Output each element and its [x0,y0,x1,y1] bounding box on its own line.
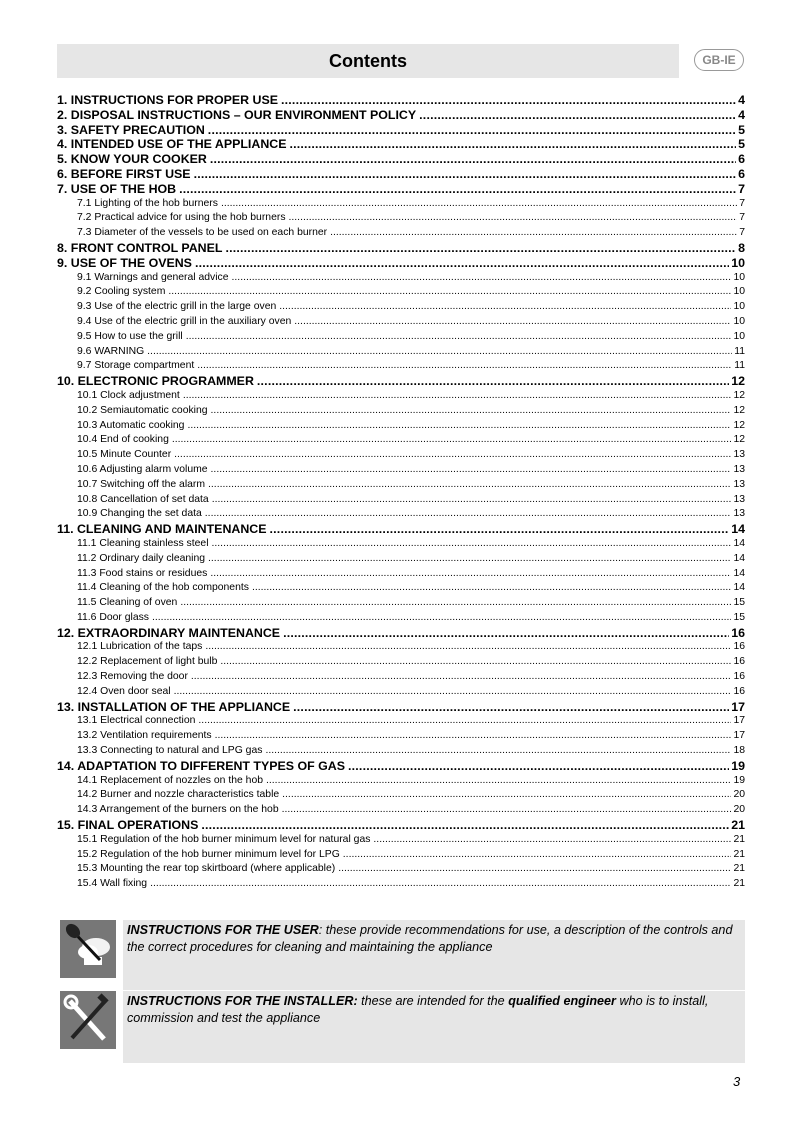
toc-entry-title: 4. INTENDED USE OF THE APPLIANCE [57,137,287,152]
toc-subsection-entry [57,714,745,729]
toc-section-entry [57,152,745,167]
toc-dot-leader [150,877,731,892]
toc-entry-title: 13.3 Connecting to natural and LPG gas [77,745,263,757]
toc-entry-title: 5. KNOW YOUR COOKER [57,152,207,167]
toc-entry-title: 11. CLEANING AND MAINTENANCE [57,522,267,537]
toc-dot-leader [338,862,731,877]
toc-entry-page: 4 [738,93,745,107]
toc-entry-page: 14 [733,567,745,579]
toc-entry-title: 10.9 Changing the set data [77,508,202,520]
toc-dot-leader [211,463,732,478]
toc-section-entry [57,759,745,774]
toc-entry-title: 14. ADAPTATION TO DIFFERENT TYPES OF GAS [57,758,345,773]
toc-entry-page: 4 [738,107,745,122]
toc-entry-page: 15 [733,611,745,623]
toc-entry-title: 11.1 Cleaning stainless steel [77,537,209,549]
toc-dot-leader [266,774,731,789]
toc-entry-page: 11 [734,345,745,357]
toc-entry-title: 10.4 End of cooking [77,434,169,446]
toc-dot-leader [225,241,736,256]
toc-subsection-entry [57,478,745,493]
toc-entry-title: 12.1 Lubrication of the taps [77,641,203,653]
toc-entry-page: 10 [733,271,745,283]
toc-subsection-entry [57,670,745,685]
toc-entry-page: 13 [733,478,745,490]
toc-entry-title: 12. EXTRAORDINARY MAINTENANCE [57,625,281,640]
toc-entry-title: 7.2 Practical advice for using the hob burners [77,212,286,224]
toc-entry-title: 9.6 WARNING [77,345,145,357]
user-instructions-text [123,920,745,990]
toc-subsection-entry [57,389,745,404]
toc-entry-title: 15.3 Mounting the rear top skirtboard (where applicable) [77,863,336,875]
toc-entry-title: 12.4 Oven door seal [77,685,171,697]
toc-dot-leader [187,419,731,434]
toc-entry-title: 14.3 Arrangement of the burners on the hob [77,804,279,816]
toc-entry-title: 9.2 Cooling system [77,286,166,298]
toc-entry-title: 13. INSTALLATION OF THE APPLIANCE [57,699,291,714]
toc-section-entry [57,108,745,123]
toc-dot-leader [186,330,732,345]
toc-entry-page: 19 [733,774,745,786]
toc-entry-page: 21 [731,818,745,833]
toc-entry-title: 15.2 Regulation of the hob burner minimum level for LPG [77,848,340,860]
toc-dot-leader [205,507,732,522]
toc-entry-page: 16 [733,685,745,697]
toc-subsection-entry [57,197,745,212]
toc-entry-title: 11.5 Cleaning of oven [77,597,178,609]
toc-subsection-entry [57,729,745,744]
toc-entry-page: 12 [731,374,745,389]
toc-section-entry [57,374,745,389]
toc-dot-leader [208,478,731,493]
toc-dot-leader [281,93,736,108]
toc-dot-leader [147,345,732,360]
toc-entry-page: 15 [733,597,745,609]
toc-entry-title: 12.2 Replacement of light bulb [77,656,218,668]
toc-subsection-entry [57,493,745,508]
toc-subsection-entry [57,685,745,700]
toc-section-entry [57,137,745,152]
toc-entry-page: 13 [733,463,745,475]
toc-dot-leader [172,433,732,448]
toc-entry-page: 10 [731,255,745,270]
toc-entry-title: 10.1 Clock adjustment [77,389,180,401]
toc-dot-leader [210,152,736,167]
toc-entry-page: 12 [733,419,745,431]
toc-entry-page: 21 [733,848,745,860]
toc-entry-title: 9.3 Use of the electric grill in the large oven [77,301,277,313]
table-of-contents [57,93,745,892]
toc-subsection-entry [57,285,745,300]
toc-entry-title: 15.1 Regulation of the hob burner minimum level for natural gas [77,833,371,845]
toc-entry-title: 2. DISPOSAL INSTRUCTIONS – OUR ENVIRONMENT POLICY [57,107,417,122]
toc-entry-title: 10.8 Cancellation of set data [77,493,209,505]
toc-entry-page: 10 [733,301,745,313]
toc-entry-title: 11.2 Ordinary daily cleaning [77,552,206,564]
toc-section-entry [57,626,745,641]
toc-entry-title: 15. FINAL OPERATIONS [57,818,199,833]
toc-subsection-entry [57,803,745,818]
toc-subsection-entry [57,862,745,877]
toc-entry-page: 7 [739,197,745,209]
toc-entry-page: 12 [733,434,745,446]
toc-entry-page: 19 [731,758,745,773]
toc-entry-page: 6 [738,152,745,167]
toc-entry-title: 10.7 Switching off the alarm [77,478,206,490]
toc-entry-title: 9.5 How to use the grill [77,330,183,342]
toc-entry-title: 12.3 Removing the door [77,671,188,683]
toc-entry-title: 14.2 Burner and nozzle characteristics table [77,789,280,801]
installer-instructions-emphasis: qualified engineer [508,994,616,1008]
toc-entry-page: 16 [733,641,745,653]
toc-dot-leader [201,818,729,833]
toc-subsection-entry [57,345,745,360]
toc-subsection-entry [57,567,745,582]
toc-dot-leader [195,256,729,271]
toc-entry-page: 16 [733,656,745,668]
toc-section-entry [57,123,745,138]
toc-dot-leader [373,833,731,848]
toc-entry-title: 7.3 Diameter of the vessels to be used on each burner [77,227,328,239]
language-badge: GB-IE [694,49,744,71]
toc-entry-page: 13 [733,493,745,505]
toc-subsection-entry [57,581,745,596]
toc-entry-title: 13.1 Electrical connection [77,715,196,727]
toc-subsection-entry [57,330,745,345]
toc-subsection-entry [57,833,745,848]
toc-subsection-entry [57,788,745,803]
installer-instructions-lead: INSTRUCTIONS FOR THE INSTALLER: [127,994,358,1008]
toc-dot-leader [343,848,732,863]
toc-dot-leader [419,108,736,123]
toc-dot-leader [174,448,731,463]
toc-entry-page: 8 [738,240,745,255]
toc-entry-title: 6. BEFORE FIRST USE [57,166,191,181]
toc-entry-page: 10 [733,286,745,298]
toc-subsection-entry [57,537,745,552]
installer-instructions-body-2: who is to install, commission and test the appliance [127,994,709,1025]
installer-instructions-body-1: these are intended for the [357,994,509,1008]
toc-subsection-entry [57,211,745,226]
toc-section-entry [57,241,745,256]
toc-entry-page: 17 [731,699,745,714]
toc-subsection-entry [57,463,745,478]
toc-subsection-entry [57,848,745,863]
toc-dot-leader [194,167,737,182]
toc-entry-title: 14.1 Replacement of nozzles on the hob [77,774,264,786]
toc-subsection-entry [57,596,745,611]
toc-subsection-entry [57,744,745,759]
toc-dot-leader [174,685,732,700]
toc-dot-leader [220,655,731,670]
toc-entry-page: 17 [733,730,745,742]
toc-subsection-entry [57,611,745,626]
toc-subsection-entry [57,315,745,330]
toc-dot-leader [257,374,729,389]
toc-subsection-entry [57,433,745,448]
toc-dot-leader [221,197,737,212]
toc-dot-leader [183,389,732,404]
toc-subsection-entry [57,404,745,419]
toc-subsection-entry [57,226,745,241]
toc-dot-leader [282,788,731,803]
toc-entry-page: 17 [733,715,745,727]
toc-entry-page: 16 [733,671,745,683]
toc-section-entry [57,700,745,715]
toc-dot-leader [283,626,729,641]
toc-subsection-entry [57,655,745,670]
toc-section-entry [57,818,745,833]
toc-dot-leader [252,581,731,596]
toc-entry-page: 13 [733,508,745,520]
toc-dot-leader [212,537,732,552]
toc-entry-page: 5 [738,122,745,137]
toc-entry-page: 7 [738,181,745,196]
toc-entry-title: 10.2 Semiautomatic cooking [77,404,208,416]
toc-section-entry [57,256,745,271]
toc-subsection-entry [57,419,745,434]
toc-dot-leader [198,714,731,729]
toc-entry-page: 20 [733,789,745,801]
toc-dot-leader [180,596,731,611]
page-number: 3 [733,1074,741,1089]
toc-entry-title: 11.3 Food stains or residues [77,567,208,579]
toc-subsection-entry [57,507,745,522]
toc-entry-page: 21 [733,878,745,890]
toc-dot-leader [179,182,736,197]
toc-dot-leader [197,359,732,374]
toc-entry-page: 16 [731,625,745,640]
toc-dot-leader [168,285,731,300]
toc-section-entry [57,167,745,182]
toc-dot-leader [279,300,731,315]
toc-entry-title: 8. FRONT CONTROL PANEL [57,240,223,255]
spoon-chef-hat-icon [60,920,116,978]
toc-entry-title: 3. SAFETY PRECAUTION [57,122,205,137]
toc-entry-page: 14 [733,582,745,594]
toc-dot-leader [294,315,731,330]
toc-entry-title: 11.6 Door glass [77,611,150,623]
toc-dot-leader [232,271,732,286]
toc-entry-page: 21 [733,863,745,875]
toc-entry-page: 14 [733,552,745,564]
toc-entry-page: 14 [733,537,745,549]
toc-entry-page: 12 [733,389,745,401]
toc-entry-page: 21 [733,833,745,845]
user-instructions-lead: INSTRUCTIONS FOR THE USER [127,923,319,937]
toc-subsection-entry [57,877,745,892]
toc-subsection-entry [57,640,745,655]
toc-entry-page: 18 [733,745,745,757]
toc-entry-page: 7 [739,212,745,224]
toc-dot-leader [348,759,729,774]
toc-dot-leader [191,670,732,685]
toc-entry-title: 13.2 Ventilation requirements [77,730,212,742]
toc-section-entry [57,182,745,197]
toc-dot-leader [208,552,731,567]
toc-entry-title: 10.5 Minute Counter [77,449,172,461]
toc-entry-title: 10.6 Adjusting alarm volume [77,463,208,475]
toc-dot-leader [211,404,732,419]
toc-section-entry [57,93,745,108]
contents-header [57,44,679,78]
wrench-screwdriver-icon [60,991,116,1049]
toc-subsection-entry [57,448,745,463]
toc-dot-leader [215,729,732,744]
toc-entry-page: 14 [731,522,745,537]
toc-subsection-entry [57,774,745,789]
toc-entry-title: 9.7 Storage compartment [77,360,195,372]
toc-entry-title: 9.4 Use of the electric grill in the auxiliary oven [77,315,292,327]
toc-dot-leader [265,744,731,759]
toc-entry-page: 10 [733,330,745,342]
toc-entry-title: 7.1 Lighting of the hob burners [77,197,218,209]
toc-entry-title: 15.4 Wall fixing [77,878,148,890]
toc-entry-page: 13 [733,449,745,461]
toc-dot-leader [289,211,738,226]
toc-subsection-entry [57,271,745,286]
toc-dot-leader [289,137,736,152]
toc-entry-page: 5 [738,137,745,152]
toc-entry-page: 20 [733,804,745,816]
toc-entry-title: 9.1 Warnings and general advice [77,271,229,283]
toc-section-entry [57,522,745,537]
page-title: Contents [329,50,407,71]
toc-dot-leader [330,226,737,241]
toc-dot-leader [152,611,731,626]
toc-subsection-entry [57,552,745,567]
toc-dot-leader [270,522,730,537]
toc-entry-page: 6 [738,166,745,181]
toc-dot-leader [212,493,732,508]
toc-entry-page: 10 [733,315,745,327]
toc-dot-leader [293,700,729,715]
toc-entry-title: 1. INSTRUCTIONS FOR PROPER USE [57,93,278,107]
toc-entry-title: 10.3 Automatic cooking [77,419,185,431]
toc-entry-page: 7 [739,227,745,239]
toc-entry-page: 12 [733,404,745,416]
toc-entry-title: 7. USE OF THE HOB [57,181,177,196]
toc-entry-page: 11 [734,360,745,372]
toc-entry-title: 11.4 Cleaning of the hob components [77,582,249,594]
user-instructions-body: : these provide recommendations for use, a description of the controls and the correct procedures for cleaning and maintaining the appliance [127,923,733,954]
installer-instructions-text [123,991,745,1063]
toc-dot-leader [205,640,731,655]
toc-dot-leader [208,123,736,138]
toc-subsection-entry [57,359,745,374]
toc-entry-title: 9. USE OF THE OVENS [57,255,192,270]
toc-subsection-entry [57,300,745,315]
toc-entry-title: 10. ELECTRONIC PROGRAMMER [57,374,254,389]
toc-dot-leader [210,567,731,582]
toc-dot-leader [282,803,732,818]
